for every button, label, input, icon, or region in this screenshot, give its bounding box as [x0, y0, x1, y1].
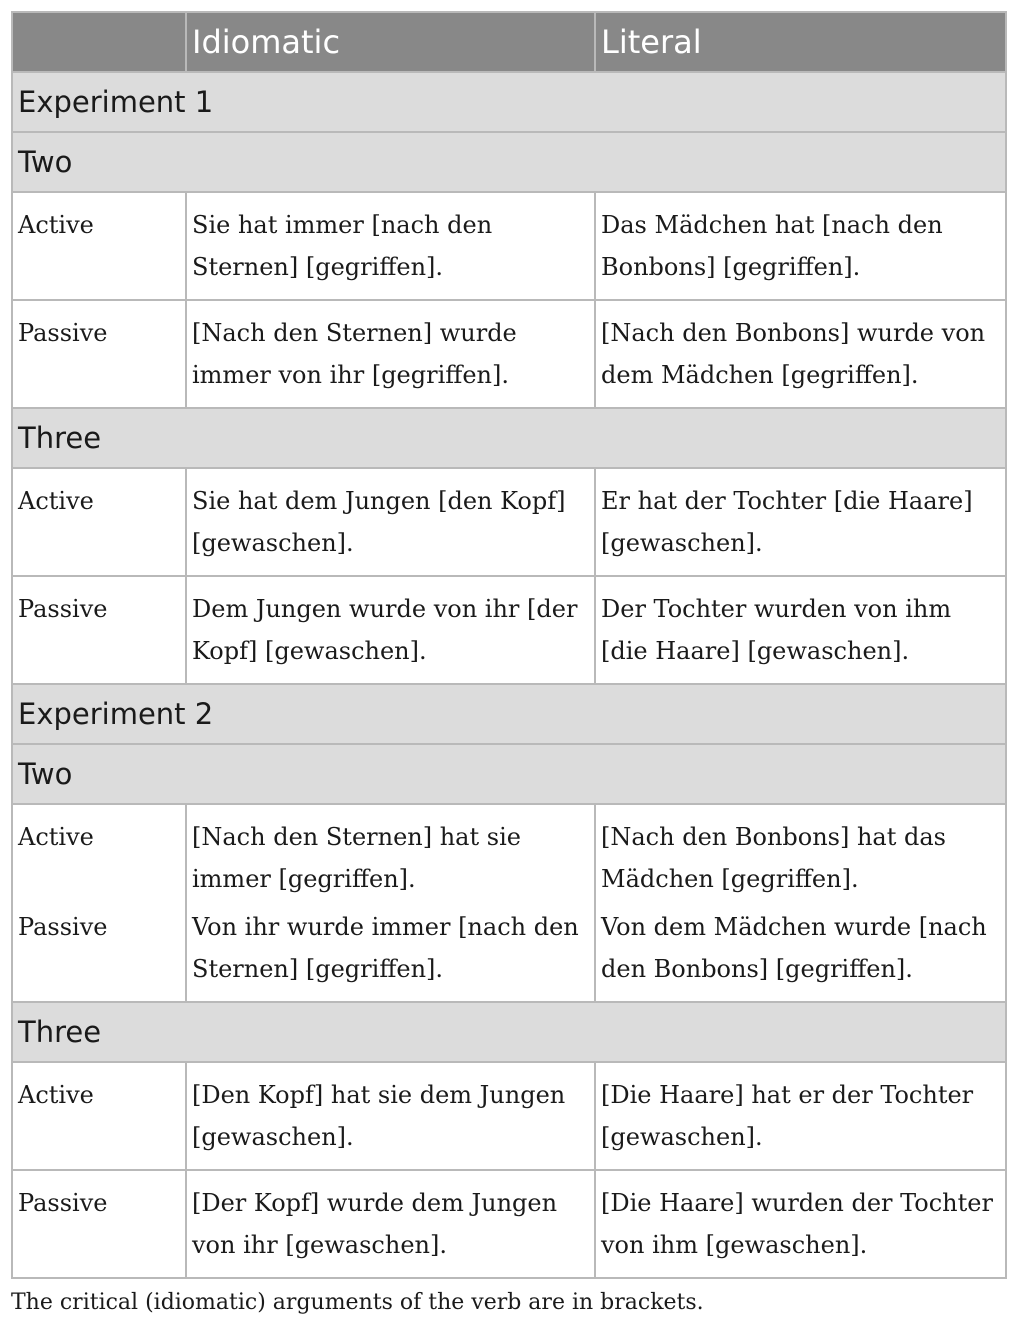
literal-cell: [Nach den Bonbons] hat das Mädchen [gegriffen]. [595, 804, 1006, 900]
exp1-three-row [12, 408, 1006, 468]
experiment-1-title: Experiment 1 [12, 72, 1006, 132]
row-label: Passive [12, 900, 186, 1002]
literal-cell: Der Tochter wurden von ihm [die Haare] [gewaschen]. [595, 576, 1006, 684]
row-label: Active [12, 804, 186, 900]
table-row [12, 900, 1006, 1002]
literal-cell: [Nach den Bonbons] wurde von dem Mädchen [gegriffen]. [595, 300, 1006, 408]
experiment-2-row [12, 684, 1006, 744]
exp2-two-title: Two [12, 744, 1006, 804]
idiomatic-cell: Dem Jungen wurde von ihr [der Kopf] [gewaschen]. [186, 576, 595, 684]
exp2-three-title: Three [12, 1002, 1006, 1062]
idiomatic-cell: [Nach den Sternen] wurde immer von ihr [gegriffen]. [186, 300, 595, 408]
row-label: Passive [12, 1170, 186, 1278]
experiment-1-row [12, 72, 1006, 132]
idiomatic-cell: [Der Kopf] wurde dem Jungen von ihr [gewaschen]. [186, 1170, 595, 1278]
row-label: Passive [12, 300, 186, 408]
header-literal: Literal [595, 12, 1006, 72]
exp1-two-title: Two [12, 132, 1006, 192]
idiomatic-cell: [Nach den Sternen] hat sie immer [gegriffen]. [186, 804, 595, 900]
literal-cell: [Die Haare] hat er der Tochter [gewaschen]. [595, 1062, 1006, 1170]
exp2-three-row [12, 1002, 1006, 1062]
row-label: Active [12, 468, 186, 576]
experiment-2-title: Experiment 2 [12, 684, 1006, 744]
literal-cell: Von dem Mädchen wurde [nach den Bonbons] [gegriffen]. [595, 900, 1006, 1002]
literal-cell: [Die Haare] wurden der Tochter von ihm [gewaschen]. [595, 1170, 1006, 1278]
stimuli-table [11, 11, 1007, 1279]
table-row [12, 1170, 1006, 1278]
table-caption: The critical (idiomatic) arguments of the verb are in brackets. [11, 1290, 704, 1315]
idiomatic-cell: Sie hat dem Jungen [den Kopf] [gewaschen]. [186, 468, 595, 576]
literal-cell: Das Mädchen hat [nach den Bonbons] [gegriffen]. [595, 192, 1006, 300]
row-label: Active [12, 1062, 186, 1170]
idiomatic-cell: [Den Kopf] hat sie dem Jungen [gewaschen]. [186, 1062, 595, 1170]
idiomatic-cell: Von ihr wurde immer [nach den Sternen] [gegriffen]. [186, 900, 595, 1002]
row-label: Active [12, 192, 186, 300]
header-idiomatic: Idiomatic [186, 12, 595, 72]
exp1-three-title: Three [12, 408, 1006, 468]
table-header [12, 12, 1006, 72]
table-row [12, 468, 1006, 576]
exp1-two-row [12, 132, 1006, 192]
header-empty [12, 12, 186, 72]
table-row [12, 576, 1006, 684]
table-row [12, 300, 1006, 408]
table-row [12, 192, 1006, 300]
row-label: Passive [12, 576, 186, 684]
table-row [12, 804, 1006, 900]
idiomatic-cell: Sie hat immer [nach den Sternen] [gegriffen]. [186, 192, 595, 300]
table-row [12, 1062, 1006, 1170]
exp2-two-row [12, 744, 1006, 804]
literal-cell: Er hat der Tochter [die Haare] [gewaschen]. [595, 468, 1006, 576]
